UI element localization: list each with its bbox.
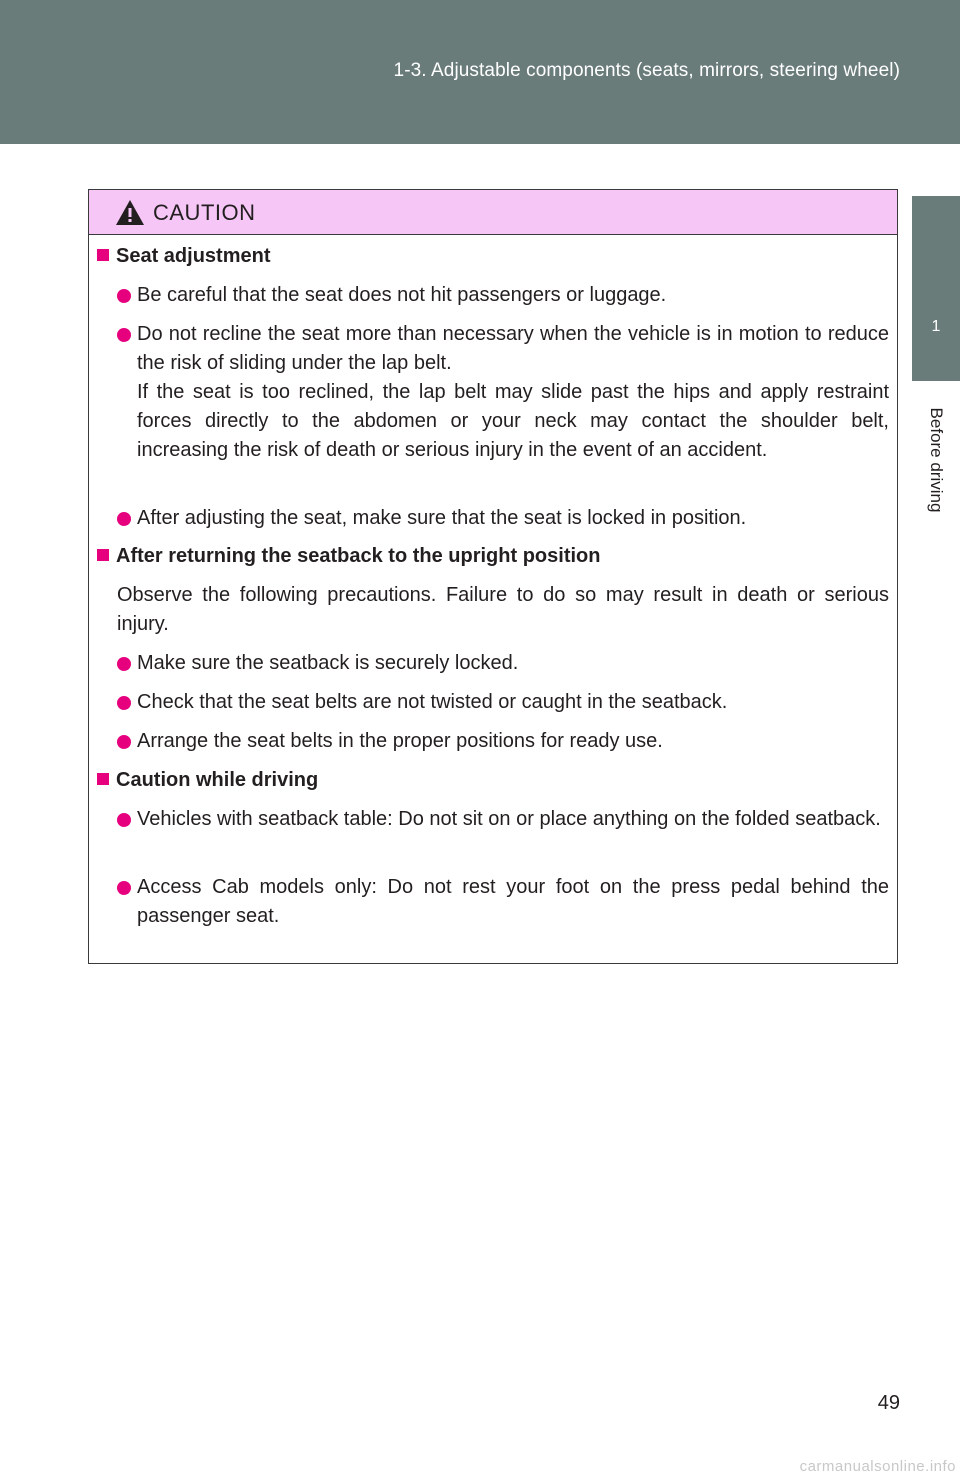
list-item: Make sure the seatback is securely locked. xyxy=(117,649,889,678)
list-item: Arrange the seat belts in the proper positions for ready use. xyxy=(117,727,889,756)
square-bullet-icon xyxy=(97,549,109,561)
section-title: 1-3. Adjustable components (seats, mirrors, steering wheel) xyxy=(393,60,900,81)
list-item: Check that the seat belts are not twisted or caught in the seatback. xyxy=(117,688,889,717)
caution-box xyxy=(88,189,898,964)
caution-header xyxy=(89,190,897,235)
list-item: Vehicles with seatback table: Do not sit on or place anything on the folded seatback. xyxy=(117,805,889,834)
section-intro: Observe the following precautions. Failure to do so may result in death or serious injury. xyxy=(117,584,889,635)
chapter-number: 1 xyxy=(931,318,941,335)
bullet-dot-icon xyxy=(117,881,131,895)
bullet-dot-icon xyxy=(117,657,131,671)
bullet-dot-icon xyxy=(117,289,131,303)
list-item: Be careful that the seat does not hit passengers or luggage. xyxy=(117,281,889,310)
bullet-dot-icon xyxy=(117,328,131,342)
list-item: Do not recline the seat more than necessary when the vehicle is in motion to reduce the risk of sliding under the lap belt. If the seat is too reclined, the lap belt may slide past the hips and apply restraint forces directly to the abdomen or your neck may contact the shoulder belt, increasing the risk of death or serious injury in the event of an accident. xyxy=(117,320,889,465)
section-heading: Caution while driving xyxy=(97,766,887,795)
bullet-dot-icon xyxy=(117,512,131,526)
list-item: After adjusting the seat, make sure that the seat is locked in position. xyxy=(117,504,889,533)
bullet-dot-icon xyxy=(117,696,131,710)
chapter-tab xyxy=(912,196,960,381)
square-bullet-icon xyxy=(97,773,109,785)
page-number: 49 xyxy=(877,1392,900,1414)
chapter-label: Before driving xyxy=(927,407,946,513)
square-bullet-icon xyxy=(97,249,109,261)
bullet-dot-icon xyxy=(117,735,131,749)
list-item: Access Cab models only: Do not rest your foot on the press pedal behind the passenger seat. xyxy=(117,873,889,931)
bullet-dot-icon xyxy=(117,813,131,827)
warning-triangle-icon xyxy=(115,199,145,226)
caution-title: CAUTION xyxy=(153,200,256,225)
bullet-subparagraph: If the seat is too reclined, the lap belt may slide past the hips and apply restraint forces directly to the abdomen or your neck may contact the shoulder belt, increasing the risk of death or serious injury in the event of an accident. xyxy=(137,381,889,461)
watermark: carmanualsonline.info xyxy=(799,1458,956,1475)
section-heading: After returning the seatback to the upright position xyxy=(97,542,887,571)
section-heading: Seat adjustment xyxy=(97,242,887,271)
